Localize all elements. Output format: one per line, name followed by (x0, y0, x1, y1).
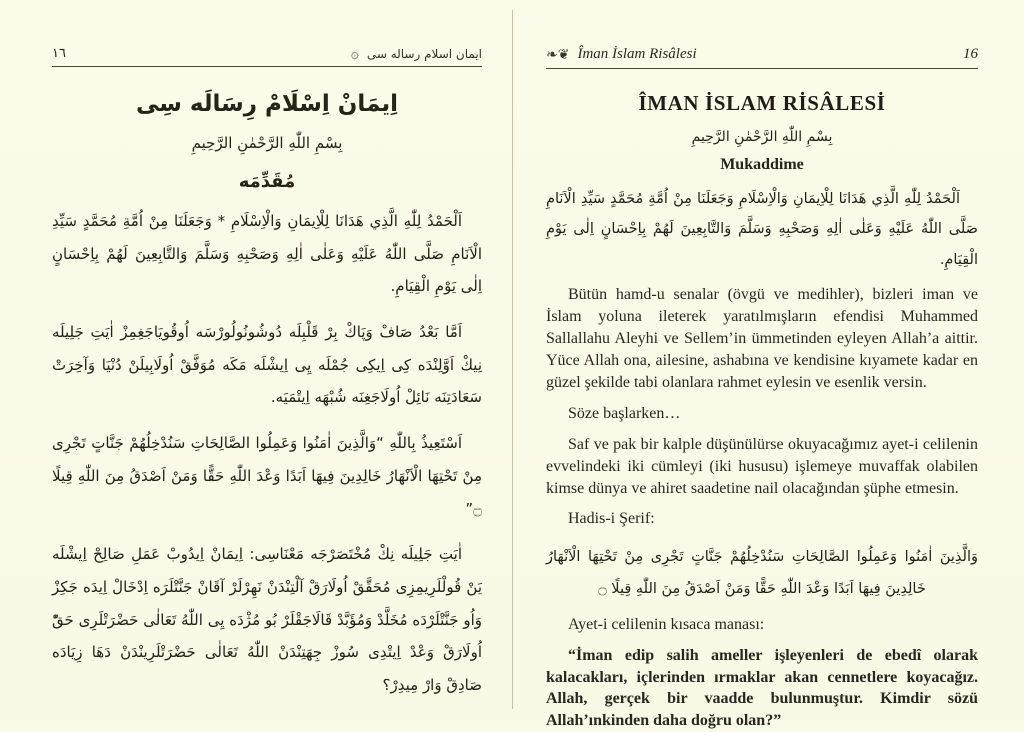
right-paragraph-hamd-meaning: Bütün hamd-u senalar (övgü ve medihler), bizleri iman ve İslam yoluna ileterek yaratılmışların efendisi Muhammed Sallallahu Aleyhi ve Sellem’in ümmetinden eyleyen Allah’a aittir. Yüce Allah ona, ailesine, ashabına ve kendisine kıyamete kadar en güzel şekilde tabi olanlara rahmet eylesin ve esenlik versin. (546, 286, 978, 391)
page-gutter-divider (512, 10, 513, 709)
left-paragraph-ayah-meaning: اٰيَتِ جَلِيلَه نِكْ مُخْتَصَرْجَه مَعْنَاسِى: اِيمَانْ اِيدُوبْ عَمَلِ صَالِحْ اِيشْلَه يَنْ قُولْلَرِيمِزِى مُحَقَّقْ اُولَارَقْ آلْتِنْدَنْ نَهِرْلَرْ آقَانْ جَنَّتْلَرَه اِدْخَالْ اِيدَه جَكِزْ وَاُو جَنَّتْلَرْدَه مُخَلَّدْ وَمُؤَبَّدْ قَالَاجَقْلَرْ بُو مُژْدَه يِى اللّٰهُ تَعَالٰى حَضْرَتْلَرِى حَقّْ اُولَارَقْ وَعْدْ اِيتْدِى سُوزْ جِهَتِنْدَنْ اللّٰهُ تَعَالٰى حَضْرَتْلَرِينْدَنْ دَهَا زِيَادَه صَادِقْ وَارْ مِيدِرْ؟ (52, 545, 482, 694)
right-page-title: ÎMAN İSLAM RİSÂLESİ (638, 91, 886, 115)
left-paragraph-hamd: اَلْحَمْدُ لِلّٰهِ الَّذِي هَدَانَا لِلْاِيمَانِ وَالْاِسْلَامِ * وَجَعَلَنَا مِنْ اُمَّةِ مُحَمَّدٍ سَيِّدِ الْاَنَامِ صَلَّى اللّٰهُ عَلَيْهِ وَعَلٰى اٰلِهِ وَصَحْبِهِ وَسَلَّمَ وَالتَّابِعِينَ لَهُمْ بِاِحْسَانٍ اِلٰى يَوْمِ الْقِيَامِ. (52, 212, 482, 296)
left-page-title: اِيمَانْ اِسْلَامْ رِسَالَه سِى (135, 91, 399, 117)
left-section-heading: مُقَدِّمَه (238, 171, 296, 192)
left-header-ornament-icon: ۞ (350, 46, 359, 62)
left-running-title: ايمان اسلام رساله سى (366, 47, 482, 61)
right-running-title: Îman İslam Risâlesi (577, 46, 697, 62)
left-running-head (351, 47, 482, 61)
right-page (512, 0, 1024, 730)
right-section-heading: Mukaddime (720, 156, 804, 173)
left-page (0, 0, 512, 719)
right-header-ornament-icon: ❧❦ (546, 46, 570, 63)
left-page-number: ١٦ (52, 46, 66, 61)
right-running-head (546, 46, 697, 63)
right-paragraph-ayah-meaning: “İman edip salih ameller işleyenleri de ebedî olarak kalacakları, içlerinden ırmaklar akan cennetlere koyacağız. Allah, gerçek bir vaadde bulunmuştur. Kimdir sözü Allah’ınkinden daha doğru olan?” (546, 646, 978, 730)
right-ayah-quote: وَالَّذِينَ اٰمَنُوا وَعَمِلُوا الصَّالِحَاتِ سَنُدْخِلُهُمْ جَنَّاتٍ تَجْرِى مِنْ تَحْتِهَا الْاَنْهَارُ خَالِدِينَ فِيهَا اَبَدًا وَعْدَ اللّٰهِ حَقًّا وَمَنْ اَصْدَقُ مِنَ اللّٰهِ قِيلًا ۝ (546, 549, 978, 597)
right-paragraph-arabic-hamd: اَلْحَمْدُ لِلّٰهِ الَّذِي هَدَانَا لِلْاِيمَانِ وَالْاِسْلَامِ وَجَعَلَنَا مِنْ اُمَّةِ مُحَمَّدٍ سَيِّدِ الْاَنَامِ صَلَّى اللّٰهُ عَلَيْهِ وَعَلٰى اٰلِهِ وَصَحْبِهِ وَسَلَّمَ وَالتَّابِعِينَ لَهُمْ بِاِحْسَانٍ اِلٰى يَوْمِ الْقِيَامِ. (546, 191, 978, 268)
right-page-header (546, 46, 978, 69)
right-basmala: بِسْمِ اللّٰهِ الرَّحْمٰنِ الرَّحِيمِ (691, 129, 833, 145)
right-page-number: 16 (963, 46, 978, 62)
left-page-header (52, 46, 482, 67)
left-paragraph-istiadhah-ayah: اَسْتَعِيذُ بِاللّٰهِ “وَالَّذِينَ اٰمَنُوا وَعَمِلُوا الصَّالِحَاتِ سَنُدْخِلُهُمْ جَنَّاتٍ تَجْرِى مِنْ تَحْتِهَا الْاَنْهَارُ خَالِدِينَ فِيهَا اَبَدًا وَعْدَ اللّٰهِ حَقًّا وَمَنْ اَصْدَقُ مِنَ اللّٰهِ قِيلًا ۝” (52, 434, 482, 518)
left-basmala: بِسْمِ اللّٰهِ الرَّحْمٰنِ الرَّحِيمِ (191, 134, 343, 152)
right-label-ayah-meaning: Ayet-i celilenin kısaca manası: (568, 615, 765, 633)
right-paragraph-saf-ve-pak: Saf ve pak bir kalple düşünülürse okuyacağımız ayet-i celilenin evvelindeki iki cümleyi (iki hususu) işlemeye muvaffak olabilen kimse dünya ve ahiret saadetine nail olacağından şüphe etmesin. (546, 435, 978, 497)
right-label-hadis-serif: Hadis-i Şerif: (568, 510, 655, 528)
left-paragraph-amma-badu: اَمَّا بَعْدُ صَافْ وَپَاكْ بِرْ قَلْبِلَه دُوشُونُولُورْسَه اُوقُويَاجَغِمِزْ اٰيَتِ جَلِيلَه نِيكْ اَوَّلِنْدَه كِى اِيكِى جُمْلَه يِى اِيشْلَه مَكَه مُوَفَّقْ اُولَابِيلَنْ دُنْيَا وَآخِرَتْ سَعَادَتِنَه نَائِلْ اُولَاجَغِنَه شُبْهَه اِيتْمَيَه. (52, 323, 482, 407)
right-paragraph-soze-baslarken: Söze başlarken… (568, 404, 681, 422)
